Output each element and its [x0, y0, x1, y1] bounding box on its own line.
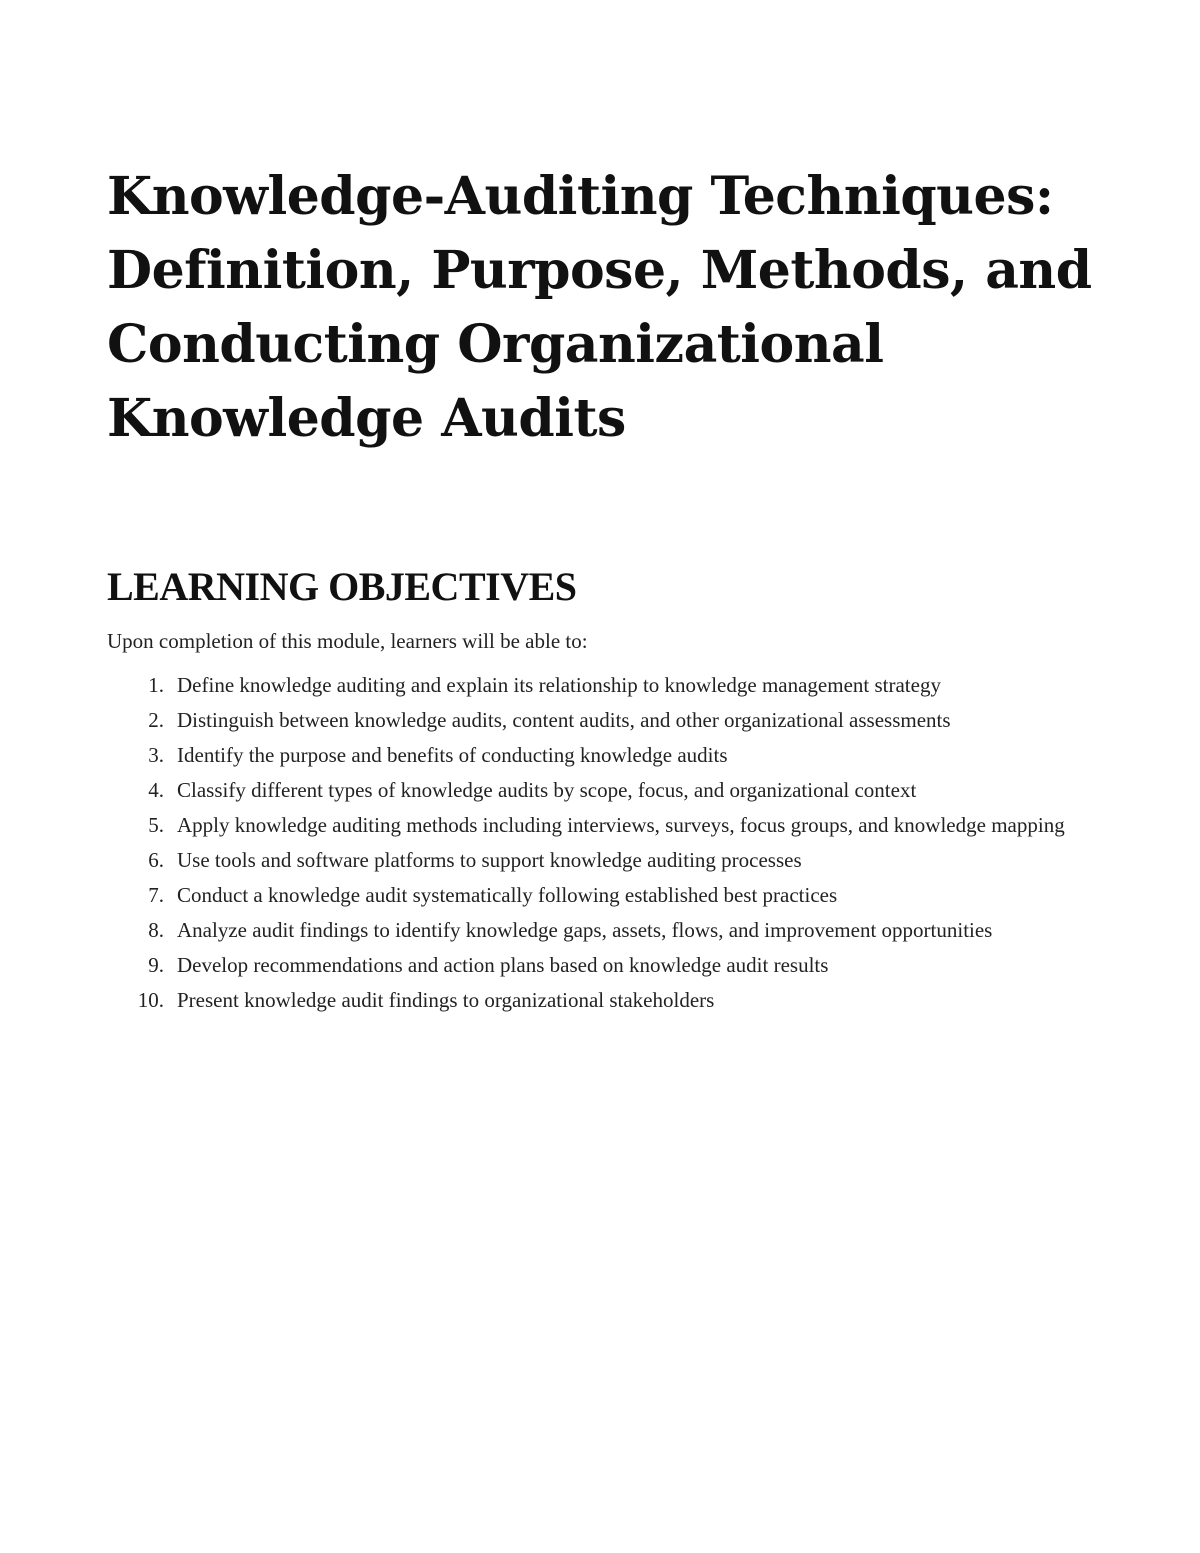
list-item-number: 6. [148, 848, 164, 872]
list-item-number: 7. [148, 883, 164, 907]
list-item-text: Present knowledge audit findings to organizational stakeholders [177, 988, 715, 1012]
list-item-text: Analyze audit findings to identify knowledge gaps, assets, flows, and improvement opportunities [177, 918, 993, 942]
list-item [107, 778, 1087, 802]
list-item [107, 918, 1087, 942]
list-item-number: 10. [137, 988, 164, 1012]
list-item-number: 4. [148, 778, 164, 802]
list-item-text: Apply knowledge auditing methods including interviews, surveys, focus groups, and knowledge mapping [177, 813, 1065, 837]
list-item [107, 988, 1087, 1012]
list-item-text: Distinguish between knowledge audits, content audits, and other organizational assessments [177, 708, 951, 732]
list-item-number: 5. [148, 813, 164, 837]
list-item-number: 8. [148, 918, 164, 942]
list-item [107, 708, 1087, 732]
list-item [107, 883, 1087, 907]
list-item [107, 813, 1087, 837]
list-item-number: 2. [148, 708, 164, 732]
list-item [107, 673, 1087, 697]
list-item-number: 3. [148, 743, 164, 767]
list-item-text: Identify the purpose and benefits of conducting knowledge audits [177, 743, 728, 767]
section-heading: LEARNING OBJECTIVES [107, 564, 577, 609]
list-item-text: Use tools and software platforms to support knowledge auditing processes [177, 848, 802, 872]
list-item-number: 9. [148, 953, 164, 977]
list-item [107, 848, 1087, 872]
objectives-list [107, 673, 1087, 1023]
intro-text: Upon completion of this module, learners will be able to: [107, 629, 588, 653]
page-title: Knowledge-Auditing Techniques: Definition, Purpose, Methods, and Conducting Organizational Knowledge Audits [107, 166, 1092, 449]
list-item [107, 743, 1087, 767]
list-item-number: 1. [148, 673, 164, 697]
list-item-text: Classify different types of knowledge audits by scope, focus, and organizational context [177, 778, 917, 802]
list-item-text: Conduct a knowledge audit systematically following established best practices [177, 883, 838, 907]
list-item [107, 953, 1087, 977]
list-item-text: Define knowledge auditing and explain its relationship to knowledge management strategy [177, 673, 941, 697]
list-item-text: Develop recommendations and action plans based on knowledge audit results [177, 953, 829, 977]
